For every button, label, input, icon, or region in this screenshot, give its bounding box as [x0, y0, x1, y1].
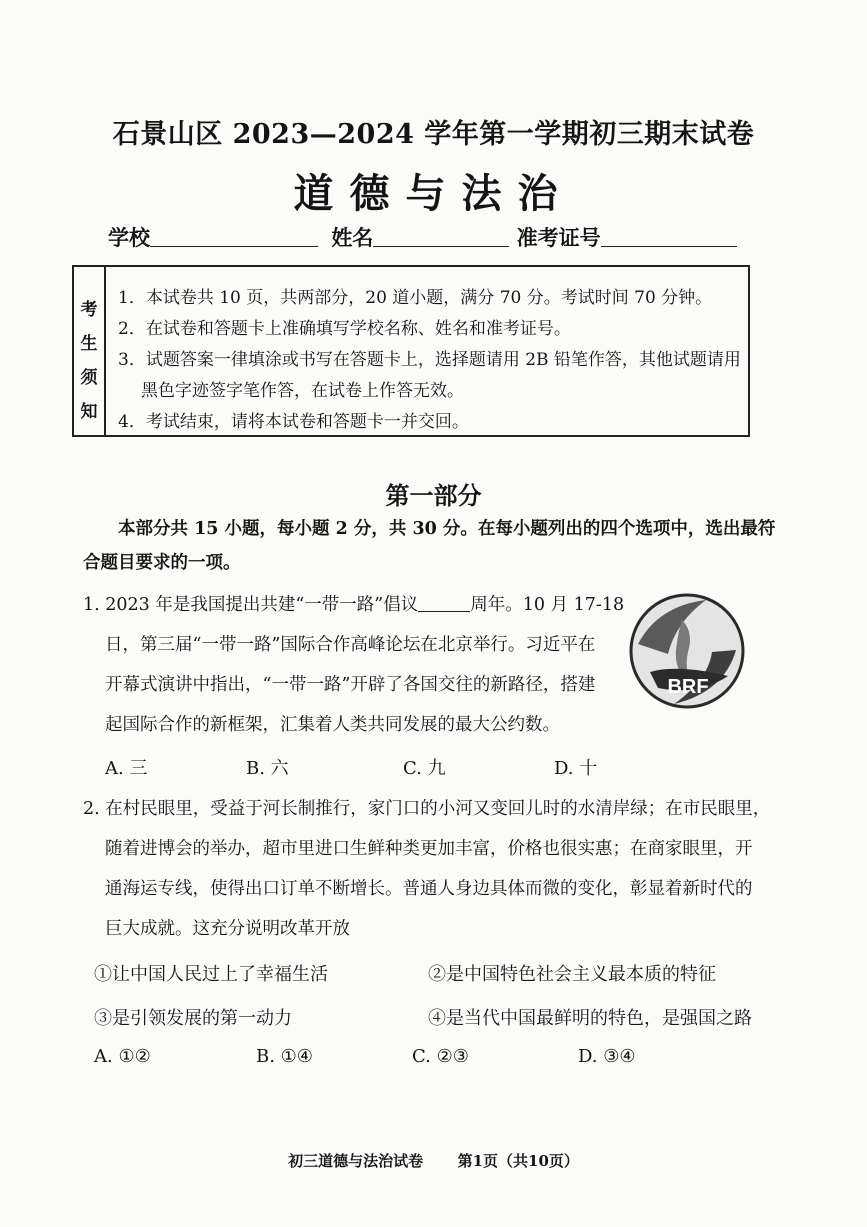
- q1-line-text: 1. 2023 年是我国提出共建“一带一路”倡议: [83, 595, 419, 615]
- q1-line: [83, 588, 624, 622]
- notice-item: 2．在试卷和答题卡上准确填写学校名称、姓名和准考证号。: [118, 319, 571, 339]
- page-footer: [0, 1150, 867, 1171]
- q2-line: 2. 在村民眼里，受益于河长制推行，家门口的小河又变回儿时的水清岸绿；在市民眼里，: [83, 799, 771, 819]
- notice-item: 1．本试卷共 10 页，共两部分，20 道小题，满分 70 分。考试时间 70 分钟。: [118, 288, 713, 308]
- brf-logo-icon: [628, 592, 746, 710]
- notice-side-label: [74, 267, 106, 435]
- notice-item: 黑色字迹签字笔作答，在试卷上作答无效。: [141, 381, 464, 401]
- notice-item: 4．考试结束，请将本试卷和答题卡一并交回。: [118, 412, 469, 432]
- section-intro-line: 本部分共 15 小题，每小题 2 分，共 30 分。在每小题列出的四个选项中，选出最符: [118, 519, 776, 539]
- q2-option-d[interactable]: D. ③④: [578, 1046, 636, 1067]
- name-blank[interactable]: [373, 226, 509, 247]
- student-info-fields: [108, 222, 737, 252]
- q2-option-a[interactable]: A. ①②: [94, 1046, 151, 1067]
- footer-page-number: 第1页（共10页）: [457, 1152, 579, 1170]
- q2-statement-4: ④是当代中国最鲜明的特色，是强国之路: [428, 1008, 752, 1029]
- notice-items: [118, 283, 741, 438]
- q2-statement-2: ②是中国特色社会主义最本质的特征: [428, 964, 716, 985]
- brf-logo-text: BRF: [667, 676, 709, 698]
- notice-side-char: 生: [80, 334, 98, 354]
- q2-line: 巨大成就。这充分说明改革开放: [105, 919, 350, 939]
- school-label: 学校: [108, 225, 150, 250]
- footer-subject: 初三道德与法治试卷: [288, 1152, 424, 1170]
- q2-option-c[interactable]: C. ②③: [412, 1046, 469, 1067]
- exam-id-label: 准考证号: [516, 225, 601, 250]
- q1-option-b[interactable]: B. 六: [246, 758, 289, 779]
- notice-side-char: 须: [80, 368, 98, 388]
- notice-side-char: 考: [80, 300, 98, 320]
- q2-line: 通海运专线，使得出口订单不断增长。普通人身边具体而微的变化，彰显着新时代的: [105, 879, 753, 899]
- name-label: 姓名: [331, 225, 374, 250]
- q1-line: 日，第三届“一带一路”国际合作高峰论坛在北京举行。习近平在: [105, 635, 596, 655]
- q2-statement-1: ①让中国人民过上了幸福生活: [94, 964, 328, 985]
- q1-line: 开幕式演讲中指出，“一带一路”开辟了各国交往的新路径，搭建: [105, 675, 596, 695]
- q2-statement-3: ③是引领发展的第一动力: [94, 1008, 292, 1029]
- q1-option-c[interactable]: C. 九: [403, 758, 446, 779]
- q2-line: 随着进博会的举办，超市里进口生鲜种类更加丰富，价格也很实惠；在商家眼里，开: [105, 839, 753, 859]
- q2-option-b[interactable]: B. ①④: [256, 1046, 313, 1067]
- section-title: 第一部分: [385, 481, 482, 510]
- exam-notice-box: [72, 265, 750, 437]
- subject-title: 道德与法治: [293, 170, 574, 217]
- q1-line: 起国际合作的新框架，汇集着人类共同发展的最大公约数。: [105, 715, 560, 735]
- school-blank[interactable]: [150, 226, 318, 247]
- notice-side-char: 知: [80, 402, 98, 422]
- q1-answer-blank: [418, 593, 470, 612]
- q1-line-text: 周年。10 月 17-18: [470, 595, 625, 615]
- exam-id-blank[interactable]: [601, 226, 737, 247]
- section-intro-line: 合题目要求的一项。: [83, 553, 241, 573]
- notice-item: 3．试题答案一律填涂或书写在答题卡上，选择题请用 2B 铅笔作答，其他试题请用: [118, 350, 741, 370]
- q1-option-d[interactable]: D. 十: [554, 758, 598, 779]
- q1-option-a[interactable]: A. 三: [105, 758, 148, 779]
- exam-title: 石景山区 2023—2024 学年第一学期初三期末试卷: [112, 119, 755, 150]
